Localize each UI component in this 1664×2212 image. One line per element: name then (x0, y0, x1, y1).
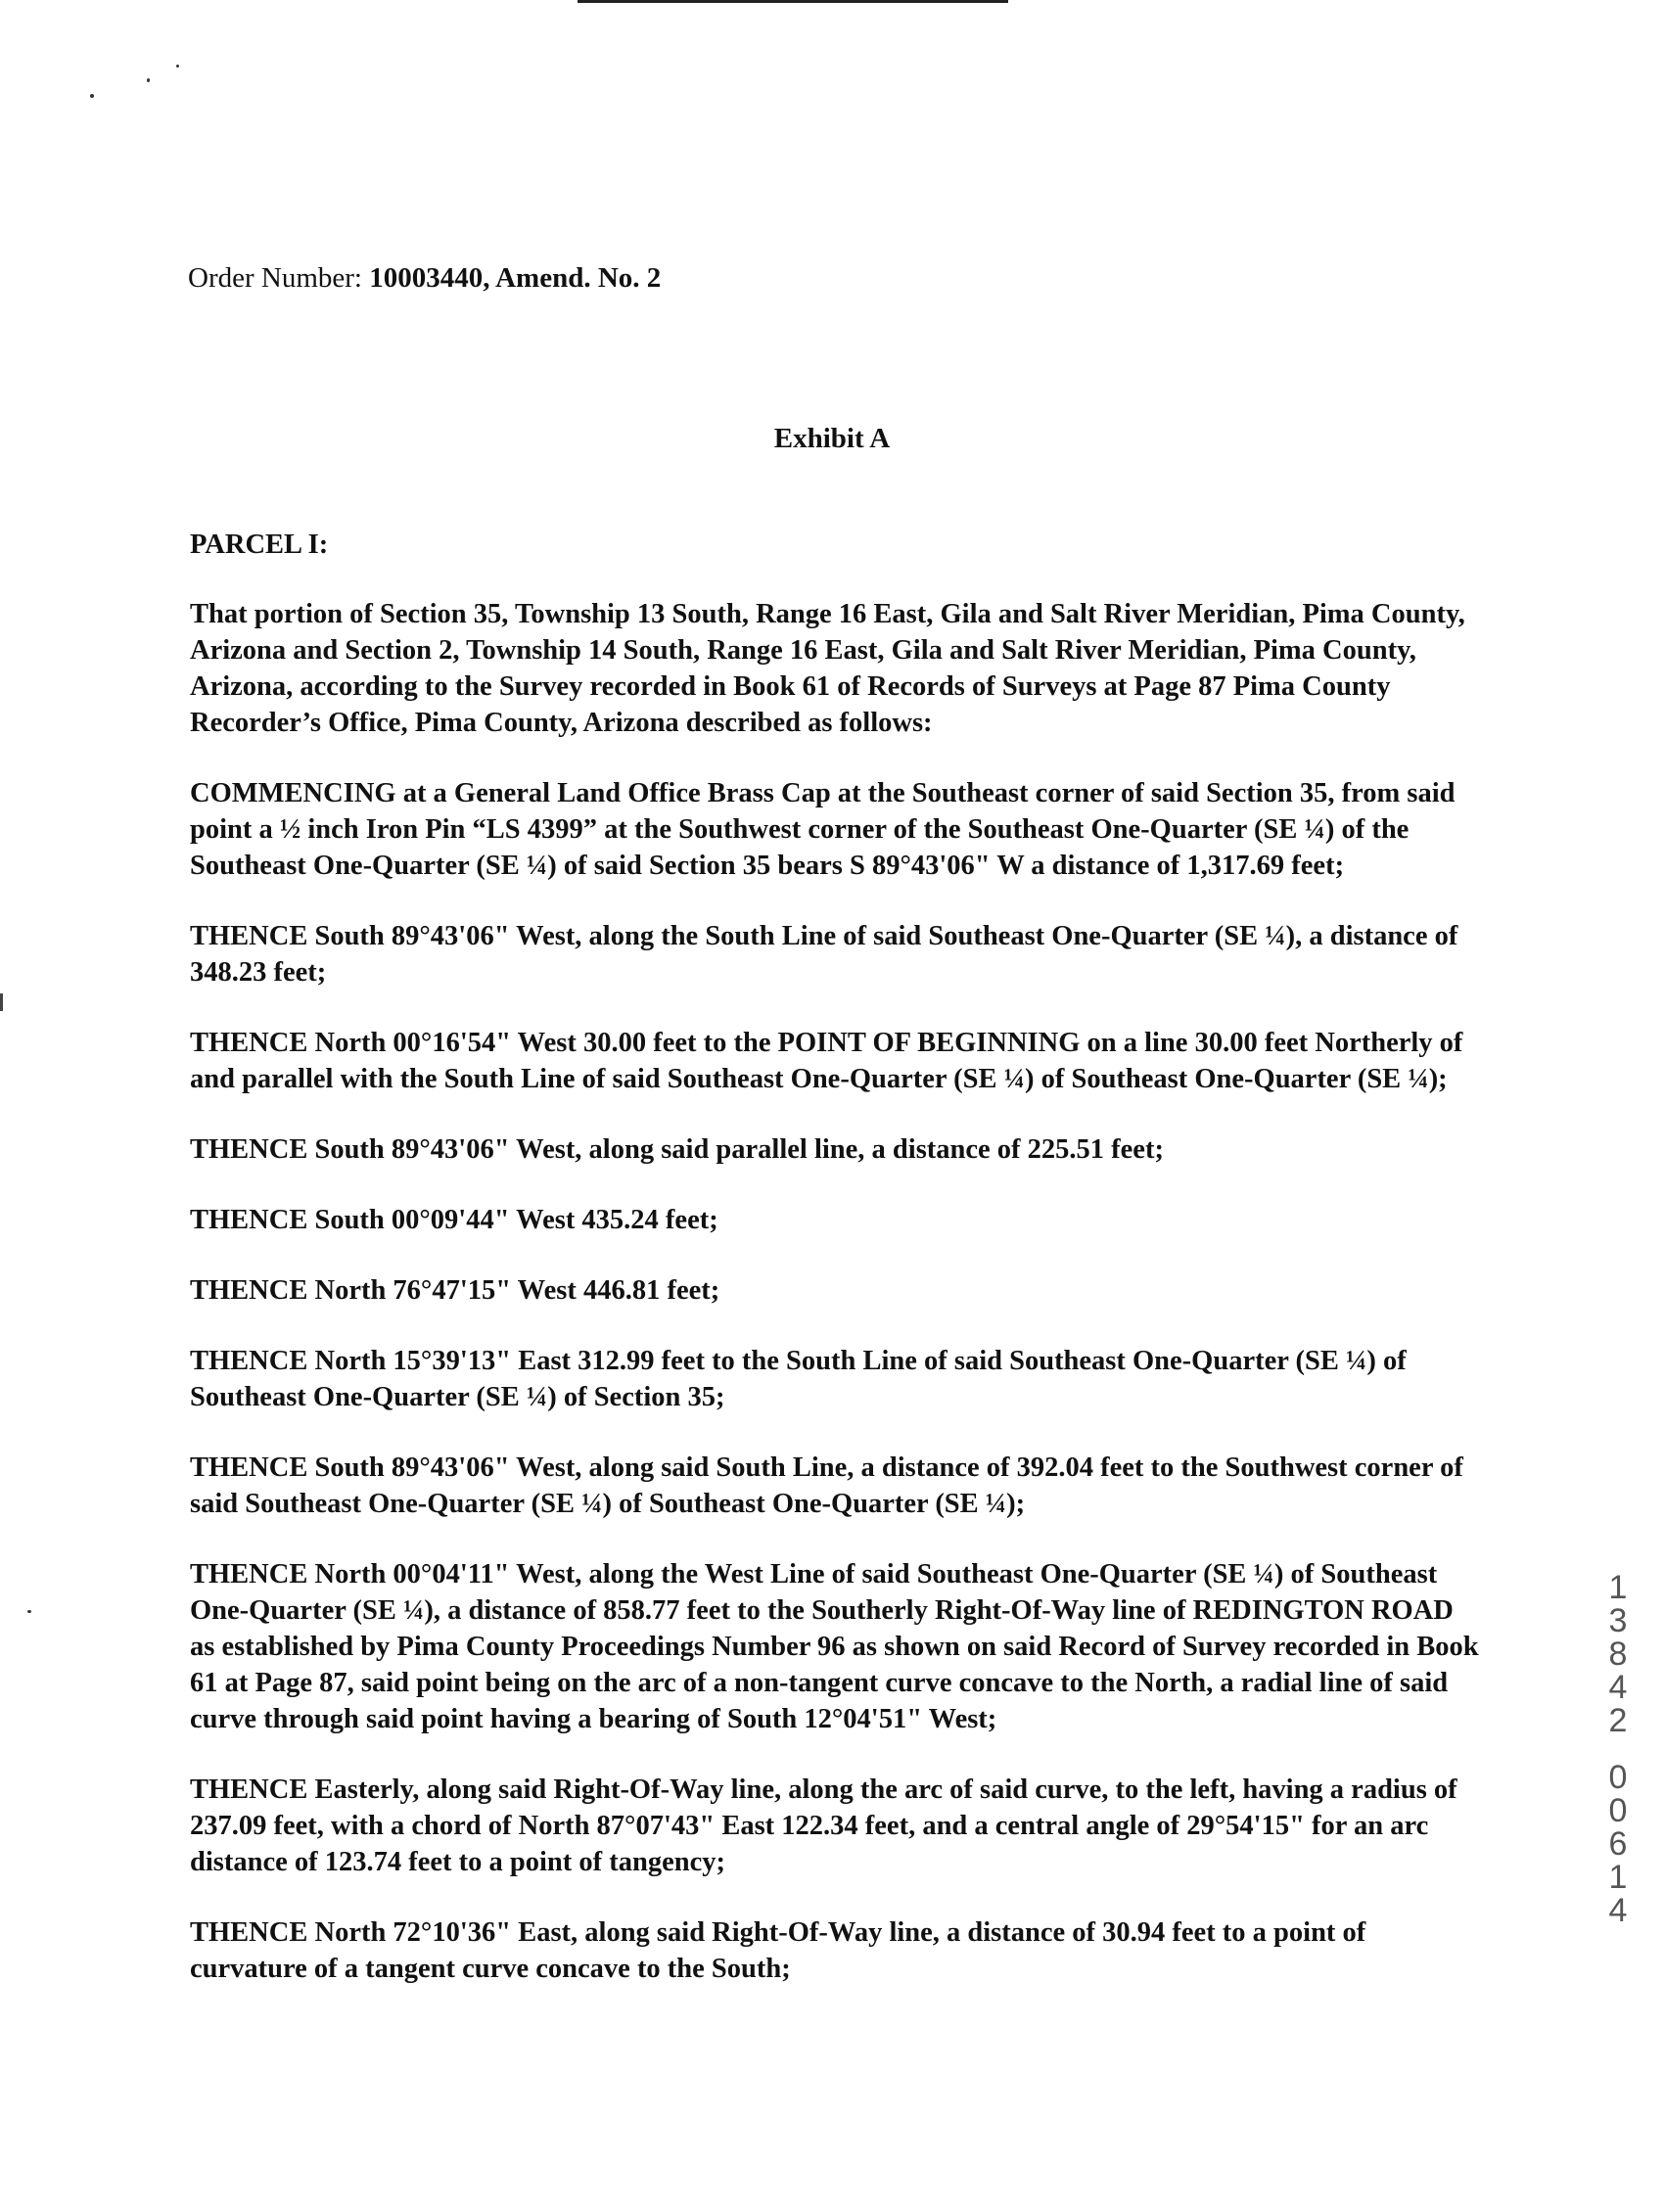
parcel-heading: PARCEL I: (190, 530, 329, 560)
exhibit-title (0, 423, 1664, 455)
course-paragraph: THENCE North 76°47'15" West 446.81 feet; (190, 1275, 720, 1306)
recording-stamp-digit: 6 (1608, 1825, 1628, 1863)
description-paragraph: That portion of Section 35, Township 13 South, Range 16 East, Gila and Salt River Meridian, Pima County, Arizona and Section 2, Township 14 South, Range 16 East, Gila and Salt River Meridian, Pima County, Arizona, according to the Survey recorded in Book 61 of Records of Surveys at Page 87 Pima County Recorder’s Office, Pima County, Arizona described as follows: (190, 599, 1465, 738)
course-paragraph: THENCE North 15°39'13" East 312.99 feet to the South Line of said Southeast One-Quarter (SE ¼) of Southeast One-Quarter (SE ¼) of Section 35; (190, 1346, 1407, 1412)
order-number (188, 262, 661, 295)
recording-stamp-gap (1603, 1737, 1633, 1761)
scan-speck (90, 94, 94, 98)
recording-stamp-second-vertical (1603, 1761, 1633, 1927)
recording-stamp-first-vertical (1603, 1571, 1633, 1737)
recording-stamp-digit: 3 (1608, 1602, 1628, 1639)
course-paragraph: THENCE North 72°10'36" East, along said Right-Of-Way line, a distance of 30.94 feet to a point of curvature of a tangent curve concave to the South; (190, 1917, 1366, 1984)
course-paragraph: THENCE South 89°43'06" West, along the South Line of said Southeast One-Quarter (SE ¼), a distance of 348.23 feet; (190, 921, 1458, 988)
recording-stamp-digit: 0 (1608, 1759, 1628, 1796)
recording-stamp-digit: 1 (1608, 1569, 1628, 1606)
recording-stamp-digit: 8 (1608, 1636, 1628, 1673)
recording-stamp-digit: 4 (1608, 1669, 1628, 1706)
legal-description (190, 527, 1482, 2021)
recording-stamp-digit: 4 (1608, 1892, 1628, 1929)
course-paragraph: THENCE South 89°43'06" West, along said parallel line, a distance of 225.51 feet; (190, 1134, 1164, 1165)
scan-speck (27, 1610, 31, 1613)
course-paragraph: THENCE North 00°04'11" West, along the West Line of said Southeast One-Quarter (SE ¼) of Southeast One-Quarter (SE ¼), a distance of 858.77 feet to the Southerly Right-Of-Way line of REDINGTON ROAD as established by Pima County Proceedings Number 96 as shown on said Record of Survey recorded in Book 61 at Page 87, said point being on the arc of a non-tangent curve concave to the North, a radial line of said curve through said point having a bearing of South 12°04'51" West; (190, 1559, 1479, 1734)
scan-artifact-line (578, 0, 1008, 3)
curve-paragraph: THENCE Easterly, along said Right-Of-Way line, along the arc of said curve, to the left, having a radius of 237.09 feet, with a chord of North 87°07'43" East 122.34 feet, and a central angle of 29°54'15" for an arc distance of 123.74 feet to a point of tangency; (190, 1774, 1457, 1877)
exhibit-title-text: Exhibit A (773, 423, 891, 454)
order-number-label: Order Number: (188, 262, 362, 294)
order-number-value: 10003440, Amend. No. 2 (369, 262, 662, 294)
course-paragraph: THENCE South 89°43'06" West, along said South Line, a distance of 392.04 feet to the Southwest corner of said Southeast One-Quarter (SE ¼) of Southeast One-Quarter (SE ¼); (190, 1452, 1463, 1519)
point-of-beginning-paragraph: THENCE North 00°16'54" West 30.00 feet to the POINT OF BEGINNING on a line 30.00 feet Northerly of and parallel with the South Line of said Southeast One-Quarter (SE ¼) of Southeast One-Quarter (SE ¼); (190, 1028, 1463, 1094)
recording-stamp-digit: 1 (1608, 1859, 1628, 1896)
scan-edge-mark (0, 993, 3, 1011)
scan-speck (147, 78, 150, 82)
commencing-paragraph: COMMENCING at a General Land Office Brass Cap at the Southeast corner of said Section 35, from said point a ½ inch Iron Pin “LS 4399” at the Southwest corner of the Southeast One-Quarter (SE ¼) of the Southeast One-Quarter (SE ¼) of said Section 35 bears S 89°43'06" W a distance of 1,317.69 feet; (190, 778, 1456, 881)
course-paragraph: THENCE South 00°09'44" West 435.24 feet; (190, 1205, 718, 1235)
recording-stamp (1603, 1571, 1633, 1927)
recording-stamp-digit: 2 (1608, 1702, 1628, 1739)
scan-speck (176, 65, 179, 68)
recording-stamp-digit: 0 (1608, 1792, 1628, 1829)
